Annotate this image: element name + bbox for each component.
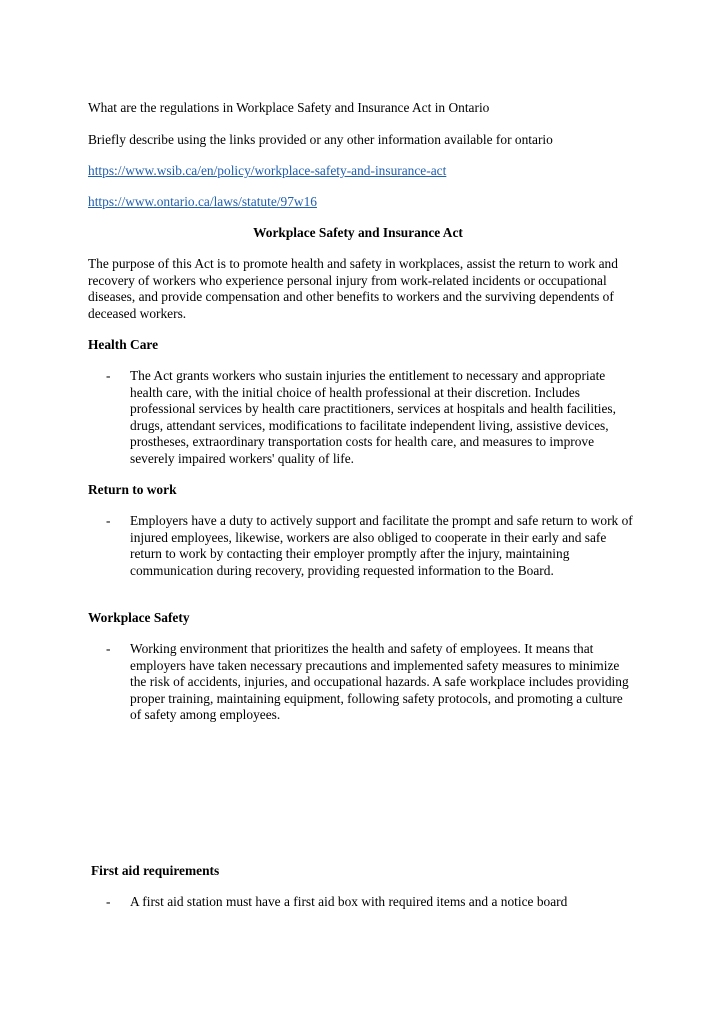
section-heading-return-to-work: Return to work	[88, 482, 177, 497]
link-ontario-text[interactable]: https://www.ontario.ca/laws/statute/97w16	[88, 194, 317, 209]
bullet-dash: -	[106, 641, 111, 656]
question-line-2: Briefly describe using the links provided or any other information available for ontario	[88, 132, 553, 147]
bullet-text-first-aid: A first aid station must have a first aid box with required items and a notice board	[130, 894, 568, 909]
purpose-paragraph: The purpose of this Act is to promote health and safety in workplaces, assist the return to work and recovery of workers who experience personal injury from work-related incidents or occupational diseases, and provide compensation and other benefits to workers and the surviving dependents of deceased workers.	[88, 256, 618, 321]
link-wsib-text[interactable]: https://www.wsib.ca/en/policy/workplace-safety-and-insurance-act	[88, 163, 447, 178]
section-heading-health-care: Health Care	[88, 337, 159, 352]
question-line-1: What are the regulations in Workplace Safety and Insurance Act in Ontario	[88, 100, 490, 115]
section-heading-first-aid: First aid requirements	[91, 863, 220, 878]
bullet-dash: -	[106, 513, 111, 528]
bullet-dash: -	[106, 368, 111, 383]
section-heading-workplace-safety: Workplace Safety	[88, 610, 190, 625]
document-title: Workplace Safety and Insurance Act	[253, 225, 463, 240]
bullet-text-return-to-work: Employers have a duty to actively support and facilitate the prompt and safe return to work of injured employees, likewise, workers are also obliged to cooperate in their early and safe return to work by contacting their employer promptly after the injury, maintaining communication during recovery, providing requested information to the Board.	[130, 513, 633, 578]
bullet-text-workplace-safety: Working environment that prioritizes the health and safety of employees. It means that employers have taken necessary precautions and implemented safety measures to minimize the risk of accidents, injuries, and occupational hazards. A safe workplace includes providing proper training, maintaining equipment, following safety protocols, and promoting a culture of safety among employees.	[130, 641, 629, 722]
link-wsib[interactable]	[88, 163, 633, 180]
link-ontario[interactable]	[88, 194, 633, 211]
bullet-text-health-care: The Act grants workers who sustain injuries the entitlement to necessary and appropriate health care, with the initial choice of health professional at their discretion. Includes professional services by health care practitioners, services at hospitals and health facilities, drugs, attendant services, modifications to facilitate independent living, assistive devices, prostheses, extraordinary transportation costs for health care, and measures to improve severely impaired workers' quality of life.	[130, 368, 616, 466]
bullet-dash: -	[106, 894, 111, 909]
